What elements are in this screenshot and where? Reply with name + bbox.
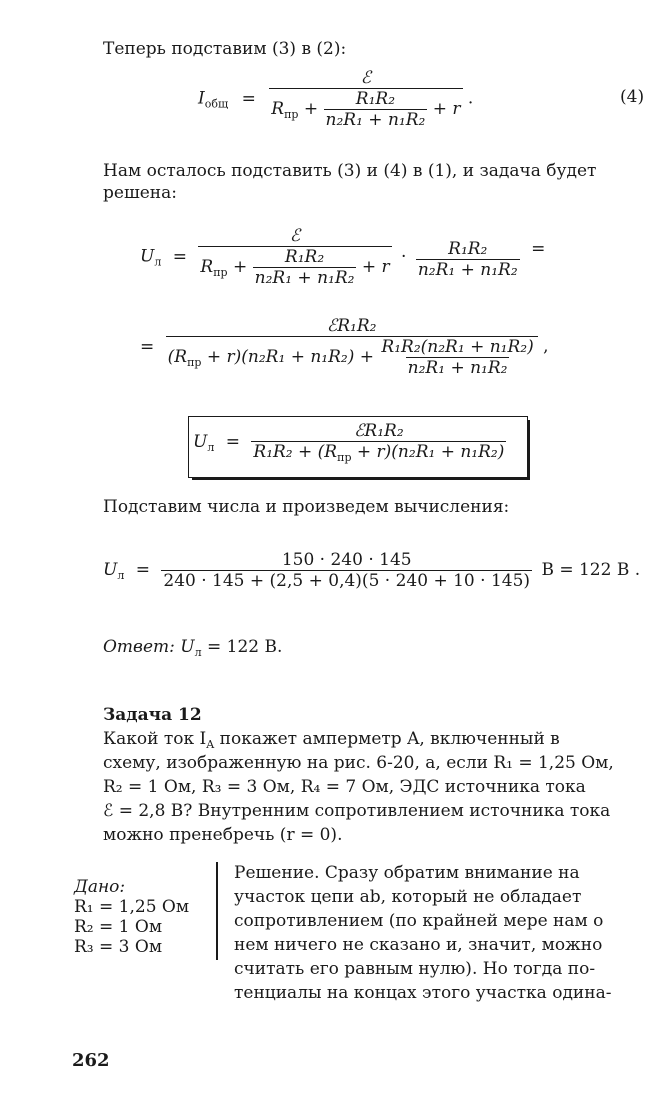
eq4-inner-den: n₂R₁ + n₁R₂ [325,110,426,130]
eqNum-lhs: U [103,560,118,580]
given-item-1: R₁ = 1,25 Ом [74,897,190,917]
eqU1-fraction-2 [416,239,520,280]
eqU2-den-mid: + r)(n₂R₁ + n₁R₂) + [206,347,375,367]
task-line-3: R₂ = 1 Ом, R₃ = 3 Ом, R₄ = 7 Ом, ЭДС источника тока [103,777,586,797]
solution-line-3: сопротивлением (по крайней мере нам о [234,911,604,931]
eq4-lhs-sub: общ [204,97,229,111]
eq4-den-left-sub: пр [284,108,299,121]
eqU1-inner-den: n₂R₁ + n₁R₂ [254,268,355,288]
eq4-fraction [269,68,462,130]
eqNum-result: В = 122 В . [541,560,641,580]
para2-line2: решена: [103,183,178,203]
eqU1-inner-num: R₁R₂ [284,247,325,267]
eqBox-lhs-sub: л [207,441,215,454]
answer-rest: = 122 В. [207,637,283,657]
answer-label: Ответ: [103,637,175,657]
eqU2-inner-fraction [379,337,535,378]
eqU1-frac1-den-left: R [200,257,214,277]
equation-u-1: $U_л$ = ℰ $R_{пр}$ + $\frac{\text{R₁R₂}}{\text{n₂R₁ + n₁R₂}}$ + r · $\frac{\text{R₁R₂}}{\text{n₂R₁ + n₁R₂}}$ = [140,226,546,288]
eqBox-fraction [251,421,506,464]
given-divider [216,862,218,960]
answer-line [103,636,282,664]
solution-line-5: считать его равным нулю). Но тогда по- [234,959,596,979]
boxed-equation: $U_л$ = $\frac{\text{ℰR₁R₂}}{R_1R_2 + (R_{пр} + r)(n_2R_1 + n_1R_2)}$ [188,416,528,478]
given-label: Дано: [74,877,126,897]
solution-line-6: тенциалы на концах этого участка одина- [234,983,612,1003]
eq4-den-left: R [271,99,285,119]
equation-u-2 [140,316,549,378]
eqBox-den-sub: пр [337,451,352,464]
given-item-3: R₃ = 3 Ом [74,937,163,957]
eq4-inner-num: R₁R₂ [355,89,396,109]
eqU2-inner-den: n₂R₁ + n₁R₂ [407,358,508,378]
task-line-1-sub: A [206,738,215,751]
eq4-tag: (4) [620,87,645,107]
task-line-2: схему, изображенную на рис. 6-20, а, если R₁ = 1,25 Ом, [103,753,614,773]
eq4-numerator: ℰ [360,68,372,88]
eq4-inner-fraction [324,89,428,130]
answer-value: U [180,637,195,657]
solution-line-2: участок цепи ab, который не обладает [234,887,582,907]
eqU2-num: ℰR₁R₂ [326,316,377,336]
eqBox-num: ℰR₁R₂ [354,421,404,441]
eqNum-den: 240 · 145 + (2,5 + 0,4)(5 · 240 + 10 · 145) [163,571,531,591]
solution-line-4: нем ничего не сказано и, значит, можно [234,935,603,955]
eqU1-lhs: U [140,246,155,267]
equation-4: $I_{общ}$ = ℰ $R_{пр}$ + $\frac{\text{R₁R₂}}{\text{n₂R₁ + n₁R₂}}$ + r . [198,68,474,130]
eqU1-eq-sign: = [531,238,546,259]
para2-line1: Нам осталось подставить (3) и (4) в (1), и задача будет [103,161,597,181]
para3-text: Подставим числа и произведем вычисления: [103,497,510,517]
eqBox-lhs: U [193,432,208,452]
task-line-1-rest: покажет амперметр A, включенный в [219,729,560,749]
eqBox-den [251,441,506,464]
eqU2-den [166,336,538,378]
solution-line-1 [234,862,580,884]
intro-text: Теперь подставим (3) в (2): [103,39,347,59]
task-title: Задача 12 [103,705,202,725]
eqU2-fraction [166,316,538,378]
given-item-2: R₂ = 1 Ом [74,917,163,937]
eq4-lhs: I [198,88,205,109]
eqU1-frac1-num: ℰ [289,226,301,246]
eqBox-den-b: + r)(n₂R₁ + n₁R₂) [356,442,505,462]
eqU1-frac1-den-left-sub: пр [213,266,228,279]
eqU1-fraction-1 [198,226,391,288]
eqU1-frac2-num: R₁R₂ [448,238,488,259]
eqBox-den-a: R₁R₂ + (R [253,442,338,462]
eqNum-lhs-sub: л [117,569,125,582]
numeric-equation: $U_л$ = $\frac{150 \cdot 240 \cdot 145}{240 \cdot 145 + (2,5 + 0,4)(5 \cdot 240 + 10 \cdot 145)}$ В = 122 В . [103,550,641,591]
eqU2-inner-num: R₁R₂(n₂R₁ + n₁R₂) [381,337,534,357]
eqU1-inner-fraction [253,247,357,288]
eq4-denominator: $R_{пр}$ + $\frac{\text{R₁R₂}}{\text{n₂R₁ + n₁R₂}}$ + r [271,89,461,130]
eqU2-den-left: (R [167,347,188,367]
eqNum-num: 150 · 240 · 145 [281,550,412,570]
eqU1-frac1-den-right: + r [361,257,390,277]
solution-line-1-text: Решение. Сразу обратим внимание на [234,863,580,883]
eqNum-fraction [161,550,532,591]
eqU1-dot: · [401,246,407,267]
eqU1-frac2-den: n₂R₁ + n₁R₂ [417,259,518,280]
eqU2-comma: , [543,336,549,357]
eqU2-den-left-sub: пр [187,356,202,369]
eqU2-eq-sign: = [140,336,155,357]
eqU1-lhs-sub: л [154,255,162,269]
task-line-4: ℰ = 2,8 В? Внутренним сопротивлением источника тока [103,801,611,821]
page-number: 262 [72,1050,110,1071]
answer-sub: л [194,646,202,659]
task-line-1-start: Какой ток I [103,729,207,749]
eq4-den-right: + r [432,99,461,119]
task-line-5: можно пренебречь (r = 0). [103,825,343,845]
eqU1-frac1-den: $R_{пр}$ + $\frac{\text{R₁R₂}}{\text{n₂R₁ + n₁R₂}}$ + r [200,247,390,288]
